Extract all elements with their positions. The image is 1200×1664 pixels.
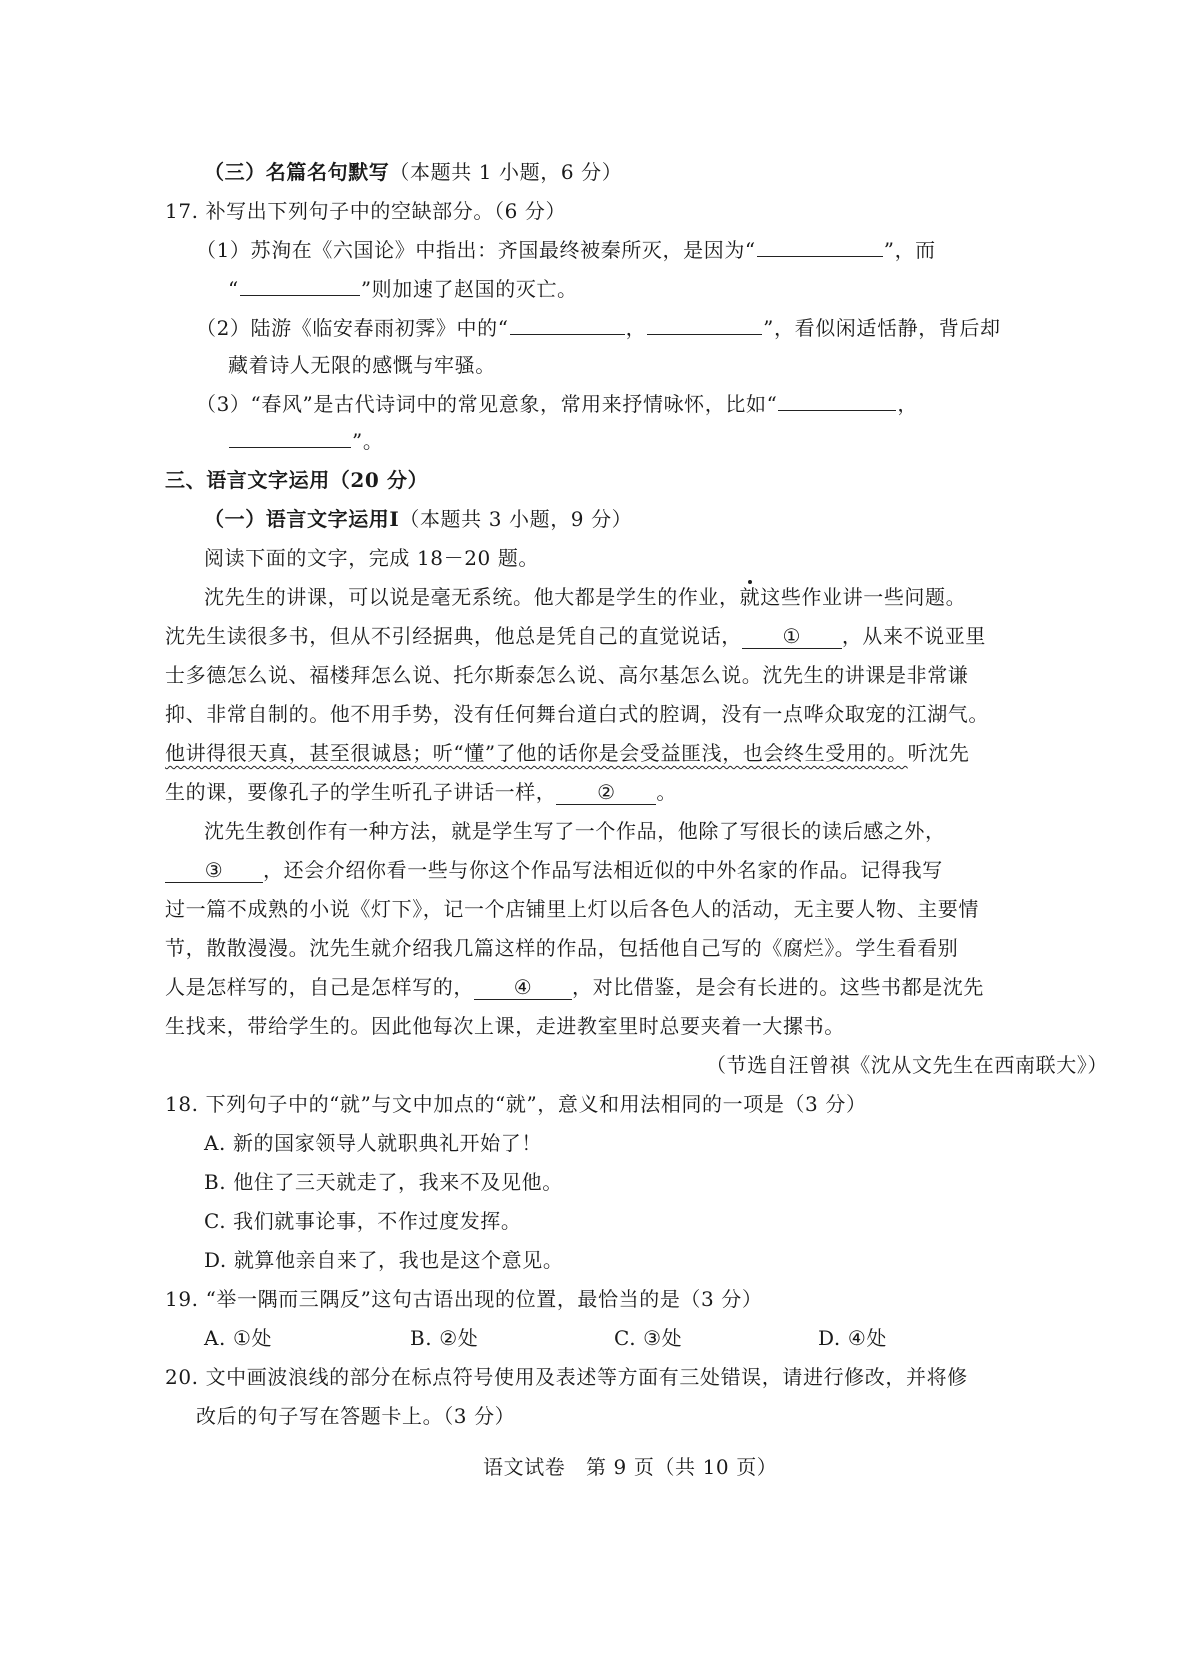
blank-marker-4: ④ <box>474 975 572 1000</box>
passage-line-10: 节，散散漫漫。沈先生就介绍我几篇这样的作品，包括他自己写的《腐烂》。学生看看别 <box>165 936 959 960</box>
passage-text: 沈先生的讲课，可以说是毫无系统。他大都是学生的作业， <box>204 585 740 609</box>
passage-line-2 <box>165 622 986 650</box>
passage-text: 沈先生读很多书，但从不引经据典，他总是凭自己的直觉说话， <box>165 624 742 648</box>
question-18-stem: 18. 下列句子中的“就”与文中加点的“就”，意义和用法相同的一项是（3 分） <box>165 1092 867 1116</box>
question-19-option-a: A. ①处 <box>204 1326 273 1350</box>
passage-text: 这些作业讲一些问题。 <box>760 585 967 609</box>
question-17-part-1-line-1 <box>196 236 936 264</box>
passage-text: 生的课，要像孔子的学生听孔子讲话一样， <box>165 780 557 804</box>
dotted-character: 就 <box>739 585 761 609</box>
answer-blank[interactable] <box>510 314 625 335</box>
question-19-stem: 19. “举一隅而三隅反”这句古语出现的位置，最恰当的是（3 分） <box>165 1287 763 1311</box>
q17-p2-text-b: ， <box>625 316 647 340</box>
passage-line-8 <box>165 856 943 884</box>
passage-line-7: 沈先生教创作有一种方法，就是学生写了一个作品，他除了写很长的读后感之外， <box>204 819 946 843</box>
question-18-option-d: D. 就算他亲自来了，我也是这个意见。 <box>204 1248 564 1272</box>
question-18-option-b: B. 他住了三天就走了，我来不及见他。 <box>204 1170 563 1194</box>
q17-p1-text-b: ”，而 <box>883 238 936 262</box>
question-19-option-d: D. ④处 <box>818 1326 887 1350</box>
passage-text: ，从来不说亚里 <box>841 624 987 648</box>
q17-p2-text-a: （2）陆游《临安春雨初霁》中的“ <box>196 316 509 340</box>
q17-p2-text-c: ”，看似闲适恬静，背后却 <box>763 316 1001 340</box>
question-17-part-3-line-2 <box>228 427 383 455</box>
section-heading-note: （本题共 1 小题，6 分） <box>389 160 623 184</box>
blank-marker-1: ① <box>742 624 842 649</box>
passage-line-4: 抑、非常自制的。他不用手势，没有任何舞台道白式的腔调，没有一点哗众取宠的江湖气。 <box>165 702 989 726</box>
q17-p3-text-a: （3）“春风”是古代诗词中的常见意象，常用来抒情咏怀，比如“ <box>196 392 778 416</box>
answer-blank[interactable] <box>240 275 360 296</box>
question-17-part-3-line-1 <box>196 390 918 418</box>
passage-text: ，对比借鉴，是会有长进的。这些书都是沈先 <box>572 975 984 999</box>
part-3-subheading-note: （本题共 3 小题，9 分） <box>399 507 633 531</box>
passage-line-9: 过一篇不成熟的小说《灯下》，记一个店铺里上灯以后各色人的活动，无主要人物、主要情 <box>165 897 979 921</box>
answer-blank[interactable] <box>757 236 883 257</box>
question-19-option-c: C. ③处 <box>614 1326 683 1350</box>
passage-line-1 <box>204 583 966 611</box>
question-20-stem-line-2: 改后的句子写在答题卡上。（3 分） <box>196 1404 516 1428</box>
wavy-underlined-sentence: 他讲得很天真，甚至很诚恳；听“懂”了他的话你是会受益匪浅，也会终生受用的。 <box>165 741 908 765</box>
question-17-part-2-line-2: 藏着诗人无限的感慨与牢骚。 <box>228 353 496 377</box>
q17-p1-text-c: “ <box>228 277 239 301</box>
passage-line-11 <box>165 973 984 1001</box>
passage-line-12: 生找来，带给学生的。因此他每次上课，走进教室里时总要夹着一大摞书。 <box>165 1014 845 1038</box>
passage-line-5 <box>165 739 969 767</box>
passage-text: 。 <box>656 780 678 804</box>
question-18-option-c: C. 我们就事论事，不作过度发挥。 <box>204 1209 522 1233</box>
part-3-subheading-title: （一）语言文字运用Ⅰ <box>204 507 400 531</box>
q17-p3-text-c: ”。 <box>352 429 384 453</box>
passage-source: （节选自汪曾祺《沈从文先生在西南联大》） <box>706 1053 1108 1077</box>
part-3-heading: 三、语言文字运用（20 分） <box>165 468 429 492</box>
passage-text: ，还会介绍你看一些与你这个作品写法相近似的中外名家的作品。记得我写 <box>263 858 943 882</box>
passage-line-6 <box>165 778 677 806</box>
passage-text: 听沈先 <box>907 741 970 765</box>
answer-blank[interactable] <box>229 427 351 448</box>
reading-instruction: 阅读下面的文字，完成 18－20 题。 <box>204 546 540 570</box>
question-20-stem-line-1: 20. 文中画波浪线的部分在标点符号使用及表述等方面有三处错误，请进行修改，并将修 <box>165 1365 968 1389</box>
question-17-part-2-line-1 <box>196 314 1001 342</box>
answer-blank[interactable] <box>647 314 762 335</box>
part-3-subheading <box>204 505 632 533</box>
q17-p1-text-d: ”则加速了赵国的灭亡。 <box>360 277 578 301</box>
question-17-part-1-line-2 <box>228 275 578 303</box>
section-heading-title: （三）名篇名句默写 <box>204 160 390 184</box>
question-17-stem: 17. 补写出下列句子中的空缺部分。（6 分） <box>165 199 567 223</box>
q17-p3-text-b: ， <box>897 392 919 416</box>
q17-p1-text-a: （1）苏洵在《六国论》中指出：齐国最终被秦所灭，是因为“ <box>196 238 756 262</box>
answer-blank[interactable] <box>778 390 896 411</box>
question-18-option-a: A. 新的国家领导人就职典礼开始了！ <box>204 1131 542 1155</box>
question-19-option-b: B. ②处 <box>410 1326 479 1350</box>
blank-marker-2: ② <box>556 780 656 805</box>
page-footer: 语文试卷 第 9 页（共 10 页） <box>483 1455 778 1479</box>
passage-line-3: 士多德怎么说、福楼拜怎么说、托尔斯泰怎么说、高尔基怎么说。沈先生的讲课是非常谦 <box>165 663 969 687</box>
section-heading <box>204 158 622 186</box>
blank-marker-3: ③ <box>165 858 263 883</box>
passage-text: 人是怎样写的，自己是怎样写的， <box>165 975 474 999</box>
